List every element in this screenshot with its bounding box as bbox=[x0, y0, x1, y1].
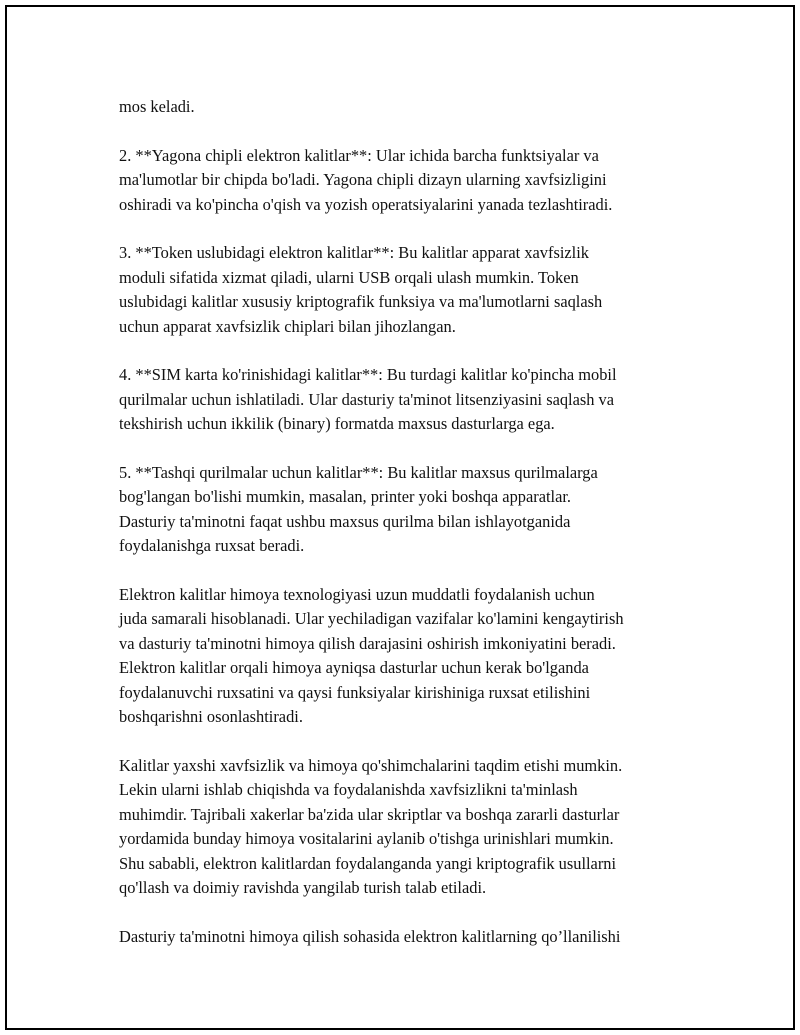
text-line: muhimdir. Tajribali xakerlar ba'zida ular skriptlar va boshqa zararli dasturlar bbox=[119, 804, 620, 824]
paragraph-7 bbox=[119, 754, 699, 900]
paragraph-4 bbox=[119, 363, 699, 436]
text-line: Kalitlar yaxshi xavfsizlik va himoya qo'shimchalarini taqdim etishi mumkin. bbox=[119, 755, 623, 775]
text-line: juda samarali hisoblanadi. Ular yechiladigan vazifalar ko'lamini kengaytirish bbox=[119, 609, 624, 629]
text-line: 5. **Tashqi qurilmalar uchun kalitlar**: Bu kalitlar maxsus qurilmalarga bbox=[119, 463, 598, 483]
text-line: Lekin ularni ishlab chiqishda va foydalanishda xavfsizlikni ta'minlash bbox=[119, 780, 578, 800]
text-line: oshiradi va ko'pincha o'qish va yozish operatsiyalarini yanada tezlashtiradi. bbox=[119, 194, 613, 214]
text-line: bog'langan bo'lishi mumkin, masalan, printer yoki boshqa apparatlar. bbox=[119, 487, 571, 507]
text-line: uslubidagi kalitlar xususiy kriptografik funksiya va ma'lumotlarni saqlash bbox=[119, 292, 603, 312]
text-line: Elektron kalitlar orqali himoya ayniqsa dasturlar uchun kerak bo'lganda bbox=[119, 658, 589, 678]
text-line: yordamida bunday himoya vositalarini aylanib o'tishga urinishlari mumkin. bbox=[119, 829, 614, 849]
text-line: 2. **Yagona chipli elektron kalitlar**: Ular ichida barcha funktsiyalar va bbox=[119, 145, 599, 165]
text-line: uchun apparat xavfsizlik chiplari bilan jihozlangan. bbox=[119, 316, 456, 336]
text-line: qo'llash va doimiy ravishda yangilab turish talab etiladi. bbox=[119, 877, 487, 897]
text-line: Dasturiy ta'minotni himoya qilish sohasida elektron kalitlarning qo’llanilishi bbox=[119, 926, 621, 946]
text-line: moduli sifatida xizmat qiladi, ularni USB orqali ulash mumkin. Token bbox=[119, 267, 579, 287]
text-line: 4. **SIM karta ko'rinishidagi kalitlar**: Bu turdagi kalitlar ko'pincha mobil bbox=[119, 365, 617, 385]
text-line: Shu sababli, elektron kalitlardan foydalanganda yangi kriptografik usullarni bbox=[119, 853, 617, 873]
text-line: foydalanuvchi ruxsatini va qaysi funksiyalar kirishiniga ruxsat etilishini bbox=[119, 682, 591, 702]
document-page bbox=[5, 5, 795, 1030]
text-line: 3. **Token uslubidagi elektron kalitlar**: Bu kalitlar apparat xavfsizlik bbox=[119, 243, 589, 263]
text-line: Dasturiy ta'minotni faqat ushbu maxsus qurilma bilan ishlayotganida bbox=[119, 511, 571, 531]
paragraph-1 bbox=[119, 95, 699, 119]
text-line: qurilmalar uchun ishlatiladi. Ular dasturiy ta'minot litsenziyasini saqlash va bbox=[119, 389, 615, 409]
text-line: tekshirish uchun ikkilik (binary) formatda maxsus dasturlarga ega. bbox=[119, 414, 555, 434]
paragraph-3 bbox=[119, 241, 699, 339]
text-line: va dasturiy ta'minotni himoya qilish darajasini oshirish imkoniyatini beradi. bbox=[119, 633, 616, 653]
text-line: ma'lumotlar bir chipda bo'ladi. Yagona chipli dizayn ularning xavfsizligini bbox=[119, 170, 607, 190]
text-line: Elektron kalitlar himoya texnologiyasi uzun muddatli foydalanish uchun bbox=[119, 585, 595, 605]
paragraph-2 bbox=[119, 144, 699, 217]
paragraph-8 bbox=[119, 925, 699, 949]
text-line: boshqarishni osonlashtiradi. bbox=[119, 707, 303, 727]
text-line: mos keladi. bbox=[119, 97, 195, 116]
paragraph-5 bbox=[119, 461, 699, 559]
paragraph-6 bbox=[119, 583, 699, 729]
document-body bbox=[119, 95, 699, 974]
text-line: foydalanishga ruxsat beradi. bbox=[119, 536, 305, 556]
